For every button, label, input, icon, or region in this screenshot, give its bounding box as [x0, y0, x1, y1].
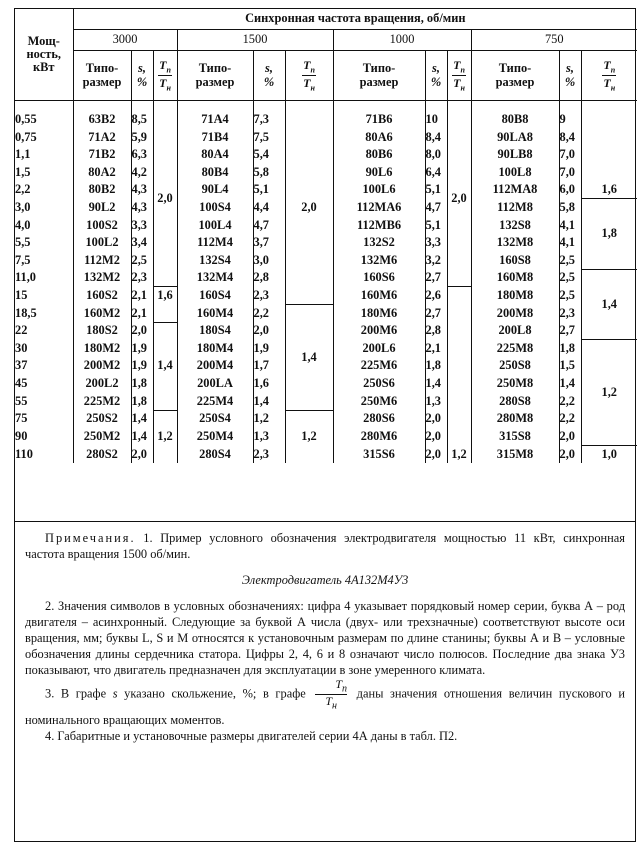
- slip-cell: 4,7: [253, 217, 285, 235]
- slip-cell: 3,7: [253, 234, 285, 252]
- type-size-cell: 80B6: [333, 146, 425, 164]
- table-sheet: [14, 8, 636, 842]
- speed-1500: 1500: [177, 30, 333, 51]
- type-size-cell: 100S2: [73, 217, 131, 235]
- type-size-cell: 112M8: [471, 199, 559, 217]
- slip-cell: 1,4: [131, 428, 153, 446]
- motor-spec-table: [15, 9, 637, 463]
- type-size-cell: 100L6: [333, 181, 425, 199]
- power-cell: 2,2: [15, 182, 31, 197]
- type-size-cell: 132M8: [471, 234, 559, 252]
- type-size-cell: 200LA: [177, 375, 253, 393]
- note-1: Примечания. 1. Пример условного обозначения электродвигателя мощностью 11 кВт, синхронная частота вращения 1500 об/мин.: [25, 531, 625, 561]
- type-size-cell: 225M4: [177, 393, 253, 411]
- slip-cell: 2,3: [253, 287, 285, 305]
- type-size-cell: 225M6: [333, 357, 425, 375]
- type-size-cell: 280S8: [471, 393, 559, 411]
- slip-cell: 6,3: [131, 146, 153, 164]
- type-size-cell: 80B4: [177, 164, 253, 182]
- type-size-cell: 200M2: [73, 357, 131, 375]
- type-size-cell: 80B8: [471, 111, 559, 129]
- type-size-cell: 71B2: [73, 146, 131, 164]
- slip-cell: 1,4: [131, 410, 153, 428]
- slip-cell: 2,2: [253, 305, 285, 323]
- type-size-cell: 200L2: [73, 375, 131, 393]
- slip-cell: 3,4: [131, 234, 153, 252]
- slip-cell: 1,9: [131, 357, 153, 375]
- type-size-cell: 250M6: [333, 393, 425, 411]
- type-size-cell: 71A2: [73, 129, 131, 147]
- power-cell: 37: [15, 358, 28, 373]
- slip-cell: 2,0: [425, 410, 447, 428]
- type-size-cell: 160M2: [73, 305, 131, 323]
- power-cell: 0,75: [15, 129, 37, 144]
- slip-cell: 1,4: [253, 393, 285, 411]
- slip-cell: 4,1: [559, 217, 581, 235]
- table-row: [15, 111, 637, 129]
- slip-cell: 2,5: [131, 252, 153, 270]
- type-size-cell: 63B2: [73, 111, 131, 129]
- type-size-cell: 90L2: [73, 199, 131, 217]
- type-size-cell: 200M6: [333, 322, 425, 340]
- ratio-header-1500: $\frac{T_п}{T_н}$: [285, 51, 333, 101]
- slip-cell: 10: [425, 111, 447, 129]
- type-size-cell: 112M4: [177, 234, 253, 252]
- slip-cell: 1,4: [425, 375, 447, 393]
- slip-cell: 4,1: [559, 234, 581, 252]
- slip-cell: 2,2: [559, 410, 581, 428]
- slip-cell: 2,0: [253, 322, 285, 340]
- type-size-cell: 71B6: [333, 111, 425, 129]
- ratio-cell: 1,2: [581, 340, 637, 446]
- type-size-cell: 112MB6: [333, 217, 425, 235]
- type-size-cell: 250S8: [471, 357, 559, 375]
- power-cell: 15: [15, 287, 28, 302]
- slip-cell: 3,2: [425, 252, 447, 270]
- slip-cell: 7,0: [559, 164, 581, 182]
- ratio-header-3000: $\frac{T_п}{T_н}$: [153, 51, 177, 101]
- type-size-cell: 80A4: [177, 146, 253, 164]
- slip-cell: 2,6: [425, 287, 447, 305]
- note-example: Электродвигатель 4А132М4У3: [241, 573, 409, 587]
- ratio-fraction: $\frac{T_п}{T_н}$: [315, 678, 347, 712]
- type-size-cell: 80A6: [333, 129, 425, 147]
- type-size-cell: 180M8: [471, 287, 559, 305]
- type-size-cell: 112MA6: [333, 199, 425, 217]
- ratio-cell: 2,0: [153, 111, 177, 287]
- type-size-cell: 160S2: [73, 287, 131, 305]
- type-size-cell: 180M4: [177, 340, 253, 358]
- type-size-cell: 200L8: [471, 322, 559, 340]
- ratio-cell: 2,0: [285, 111, 333, 305]
- type-size-cell: 100S4: [177, 199, 253, 217]
- type-size-cell: 132M4: [177, 269, 253, 287]
- slip-cell: 4,2: [131, 164, 153, 182]
- notes-section: [15, 521, 635, 744]
- speed-3000: 3000: [73, 30, 177, 51]
- slip-cell: 5,1: [253, 181, 285, 199]
- slip-cell: 8,5: [131, 111, 153, 129]
- type-size-cell: 200M8: [471, 305, 559, 323]
- power-header: Мощ- ность, кВт: [15, 9, 73, 101]
- type-size-cell: 225M2: [73, 393, 131, 411]
- type-size-cell: 200L6: [333, 340, 425, 358]
- type-size-cell: 90L6: [333, 164, 425, 182]
- type-size-cell: 90LB8: [471, 146, 559, 164]
- slip-cell: 2,1: [131, 287, 153, 305]
- slip-cell: 1,2: [253, 410, 285, 428]
- type-size-cell: 280M6: [333, 428, 425, 446]
- type-size-cell: 90L4: [177, 181, 253, 199]
- slip-header-750: s, %: [559, 51, 581, 101]
- type-size-cell: 280S6: [333, 410, 425, 428]
- slip-cell: 5,4: [253, 146, 285, 164]
- type-size-header-1500: Типо- размер: [177, 51, 253, 101]
- slip-cell: 3,0: [253, 252, 285, 270]
- slip-cell: 5,1: [425, 217, 447, 235]
- power-cell: 45: [15, 375, 28, 390]
- type-size-cell: 160S6: [333, 269, 425, 287]
- slip-cell: 7,3: [253, 111, 285, 129]
- type-size-cell: 160S8: [471, 252, 559, 270]
- slip-cell: 2,7: [559, 322, 581, 340]
- power-cell: 5,5: [15, 235, 31, 250]
- type-size-cell: 250M8: [471, 375, 559, 393]
- slip-cell: 2,1: [131, 305, 153, 323]
- type-size-cell: 132M6: [333, 252, 425, 270]
- type-size-cell: 180M6: [333, 305, 425, 323]
- ratio-header-1000: $\frac{T_п}{T_н}$: [447, 51, 471, 101]
- slip-cell: 1,3: [425, 393, 447, 411]
- note-2: 2. Значения символов в условных обозначениях: цифра 4 указывает порядковый номер серии, буква А – род двигателя – асинхронный. Следующие за буквой А числа (двух- или трехзначные) соответствуют высоте оси вращения, мм; буквы L, S и М относятся к установочным размерам по длине станины; буквы А и В – условные обозначения длины сердечника статора. Цифры 2, 4, 6 и 8 означают число полюсов. Последние два знака У3 показывают, что двигатель предназначен для эксплуатации в зоне умеренного климата.: [25, 599, 625, 677]
- note-3: 3. В графе s указано скольжение, %; в графе $\frac{T_п}{T_н}$ даны значения отношения величин пускового и номинального вращающих моментов.: [25, 677, 625, 727]
- slip-cell: 1,7: [253, 357, 285, 375]
- slip-cell: 2,1: [425, 340, 447, 358]
- slip-cell: 2,3: [253, 445, 285, 463]
- power-cell: 18,5: [15, 305, 37, 320]
- type-size-header-1000: Типо- размер: [333, 51, 425, 101]
- slip-cell: 2,3: [131, 269, 153, 287]
- speed-1000: 1000: [333, 30, 471, 51]
- speed-750: 750: [471, 30, 637, 51]
- ratio-cell: 1,4: [581, 269, 637, 339]
- slip-header-1500: s, %: [253, 51, 285, 101]
- type-size-cell: 132S8: [471, 217, 559, 235]
- slip-cell: 6,0: [559, 181, 581, 199]
- type-size-cell: 315S6: [333, 445, 425, 463]
- power-cell: 55: [15, 393, 28, 408]
- power-cell: 22: [15, 323, 28, 338]
- type-size-cell: 180M2: [73, 340, 131, 358]
- power-cell: 1,5: [15, 164, 31, 179]
- slip-cell: 5,8: [559, 199, 581, 217]
- power-cell: 30: [15, 340, 28, 355]
- ratio-cell: 1,2: [447, 287, 471, 463]
- slip-cell: 2,0: [559, 428, 581, 446]
- slip-cell: 4,4: [253, 199, 285, 217]
- slip-cell: 8,4: [425, 129, 447, 147]
- type-size-cell: 71A4: [177, 111, 253, 129]
- type-size-cell: 160M4: [177, 305, 253, 323]
- type-size-cell: 180S4: [177, 322, 253, 340]
- type-size-cell: 100L4: [177, 217, 253, 235]
- ratio-cell: 1,2: [285, 410, 333, 463]
- type-size-cell: 100L2: [73, 234, 131, 252]
- slip-cell: 3,3: [131, 217, 153, 235]
- type-size-cell: 132M2: [73, 269, 131, 287]
- note-4: 4. Габаритные и установочные размеры двигателей серии 4А даны в табл. П2.: [45, 728, 458, 743]
- type-size-cell: 180S2: [73, 322, 131, 340]
- type-size-cell: 80B2: [73, 181, 131, 199]
- slip-cell: 5,1: [425, 181, 447, 199]
- table-row: [15, 410, 637, 428]
- slip-cell: 2,8: [425, 322, 447, 340]
- type-size-cell: 160M6: [333, 287, 425, 305]
- type-size-cell: 80A2: [73, 164, 131, 182]
- type-size-cell: 250M2: [73, 428, 131, 446]
- power-cell: 90: [15, 428, 28, 443]
- slip-cell: 6,4: [425, 164, 447, 182]
- slip-cell: 2,8: [253, 269, 285, 287]
- ratio-cell: 1,4: [153, 322, 177, 410]
- slip-cell: 2,0: [425, 428, 447, 446]
- power-cell: 11,0: [15, 270, 36, 285]
- type-size-cell: 112MA8: [471, 181, 559, 199]
- speed-group-title: Синхронная частота вращения, об/мин: [73, 9, 637, 30]
- slip-cell: 2,3: [559, 305, 581, 323]
- slip-cell: 2,7: [425, 305, 447, 323]
- power-cell: 7,5: [15, 252, 31, 267]
- slip-cell: 3,3: [425, 234, 447, 252]
- power-cell: 0,55: [15, 112, 37, 126]
- type-size-cell: 225M8: [471, 340, 559, 358]
- ratio-cell: 1,2: [153, 410, 177, 463]
- power-cell: 4,0: [15, 217, 31, 232]
- slip-cell: 1,6: [253, 375, 285, 393]
- ratio-header-750: $\frac{T_п}{T_н}$: [581, 51, 637, 101]
- slip-cell: 2,0: [131, 322, 153, 340]
- slip-header-3000: s, %: [131, 51, 153, 101]
- slip-cell: 8,0: [425, 146, 447, 164]
- slip-cell: 1,8: [131, 393, 153, 411]
- slip-cell: 1,8: [559, 340, 581, 358]
- slip-header-1000: s, %: [425, 51, 447, 101]
- type-size-header-750: Типо- размер: [471, 51, 559, 101]
- slip-cell: 2,0: [131, 445, 153, 463]
- type-size-cell: 160M8: [471, 269, 559, 287]
- slip-cell: 1,9: [131, 340, 153, 358]
- slip-cell: 9: [559, 111, 581, 129]
- slip-cell: 2,0: [425, 445, 447, 463]
- type-size-cell: 280S4: [177, 445, 253, 463]
- type-size-cell: 315S8: [471, 428, 559, 446]
- type-size-cell: 315M8: [471, 445, 559, 463]
- slip-cell: 1,4: [559, 375, 581, 393]
- type-size-cell: 90LA8: [471, 129, 559, 147]
- type-size-cell: 280S2: [73, 445, 131, 463]
- slip-cell: 2,5: [559, 252, 581, 270]
- type-size-cell: 100L8: [471, 164, 559, 182]
- type-size-cell: 160S4: [177, 287, 253, 305]
- type-size-cell: 200M4: [177, 357, 253, 375]
- type-size-cell: 280M8: [471, 410, 559, 428]
- type-size-header-3000: Типо- размер: [73, 51, 131, 101]
- slip-cell: 5,9: [131, 129, 153, 147]
- type-size-cell: 250S6: [333, 375, 425, 393]
- slip-cell: 5,8: [253, 164, 285, 182]
- power-cell: 3,0: [15, 199, 31, 214]
- slip-cell: 2,0: [559, 445, 581, 463]
- ratio-cell: 1,6: [581, 111, 637, 199]
- type-size-cell: 132S4: [177, 252, 253, 270]
- ratio-cell: 1,0: [581, 445, 637, 463]
- ratio-cell: 1,4: [285, 305, 333, 411]
- type-size-cell: 112M2: [73, 252, 131, 270]
- slip-cell: 1,3: [253, 428, 285, 446]
- slip-cell: 1,8: [131, 375, 153, 393]
- type-size-cell: 250S2: [73, 410, 131, 428]
- slip-cell: 1,9: [253, 340, 285, 358]
- ratio-cell: 2,0: [447, 111, 471, 287]
- slip-cell: 2,5: [559, 269, 581, 287]
- ratio-cell: 1,8: [581, 199, 637, 269]
- power-cell: 1,1: [15, 147, 31, 162]
- slip-cell: 8,4: [559, 129, 581, 147]
- slip-cell: 2,5: [559, 287, 581, 305]
- slip-cell: 2,7: [425, 269, 447, 287]
- slip-cell: 1,8: [425, 357, 447, 375]
- slip-cell: 7,0: [559, 146, 581, 164]
- type-size-cell: 132S2: [333, 234, 425, 252]
- power-cell: 75: [15, 411, 28, 426]
- slip-cell: 4,3: [131, 181, 153, 199]
- slip-cell: 2,2: [559, 393, 581, 411]
- type-size-cell: 250M4: [177, 428, 253, 446]
- power-cell: 110: [15, 446, 33, 461]
- slip-cell: 7,5: [253, 129, 285, 147]
- table-row: [15, 305, 637, 323]
- slip-cell: 1,5: [559, 357, 581, 375]
- ratio-cell: 1,6: [153, 287, 177, 322]
- type-size-cell: 250S4: [177, 410, 253, 428]
- type-size-cell: 71B4: [177, 129, 253, 147]
- slip-cell: 4,7: [425, 199, 447, 217]
- slip-cell: 4,3: [131, 199, 153, 217]
